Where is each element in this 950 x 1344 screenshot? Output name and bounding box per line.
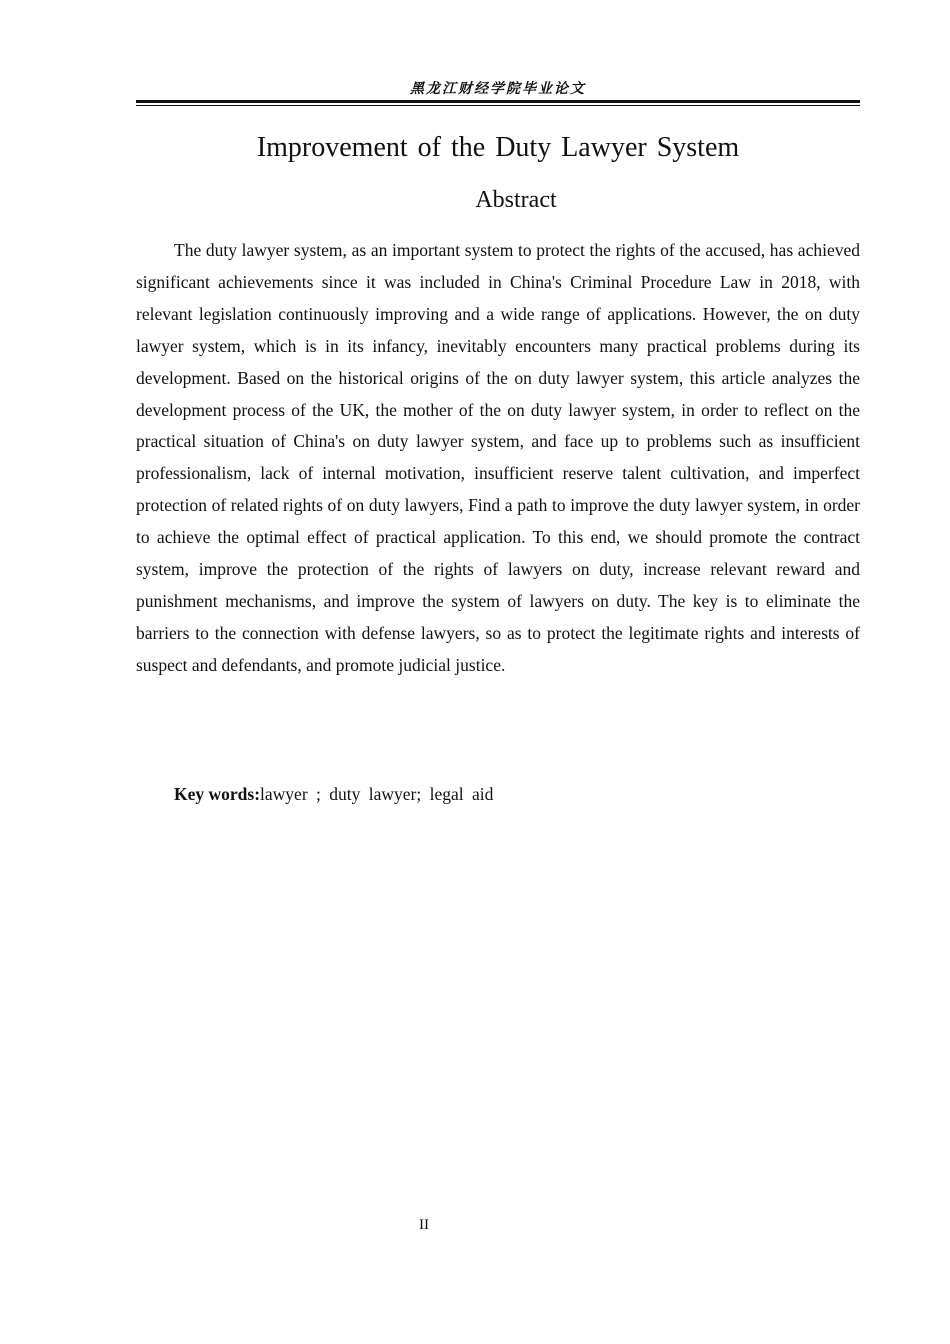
page-number: II (419, 1217, 429, 1233)
paper-title: Improvement of the Duty Lawyer System (256, 132, 740, 163)
header-double-rule (136, 100, 860, 106)
keywords-label: Key words: (174, 784, 261, 804)
running-header: 黑龙江财经学院毕业论文 (410, 81, 586, 97)
keywords-line (174, 780, 493, 808)
abstract-body: The duty lawyer system, as an important system to protect the rights of the accused, has achieved significant achievements since it was included in China's Criminal Procedure Law in 2018, with relevant legislation continuously improving and a wide range of applications. However, the on duty lawyer system, which is in its infancy, inevitably encounters many practical problems during its development. Based on the historical origins of the on duty lawyer system, this article analyzes the development process of the UK, the mother of the on duty lawyer system, in order to reflect on the practical situation of China's on duty lawyer system, and face up to problems such as insufficient professionalism, lack of internal motivation, insufficient reserve talent cultivation, and imperfect protection of related rights of on duty lawyers, Find a path to improve the duty lawyer system, in order to achieve the optimal effect of practical application. To this end, we should promote the contract system, improve the protection of the rights of lawyers on duty, increase relevant reward and punishment mechanisms, and improve the system of lawyers on duty. The key is to eliminate the barriers to the connection with defense lawyers, so as to protect the legitimate rights and interests of suspect and defendants, and promote judicial justice. (136, 240, 860, 675)
keywords-value: lawyer ; duty lawyer; legal aid (260, 784, 494, 804)
abstract-heading: Abstract (475, 187, 557, 213)
